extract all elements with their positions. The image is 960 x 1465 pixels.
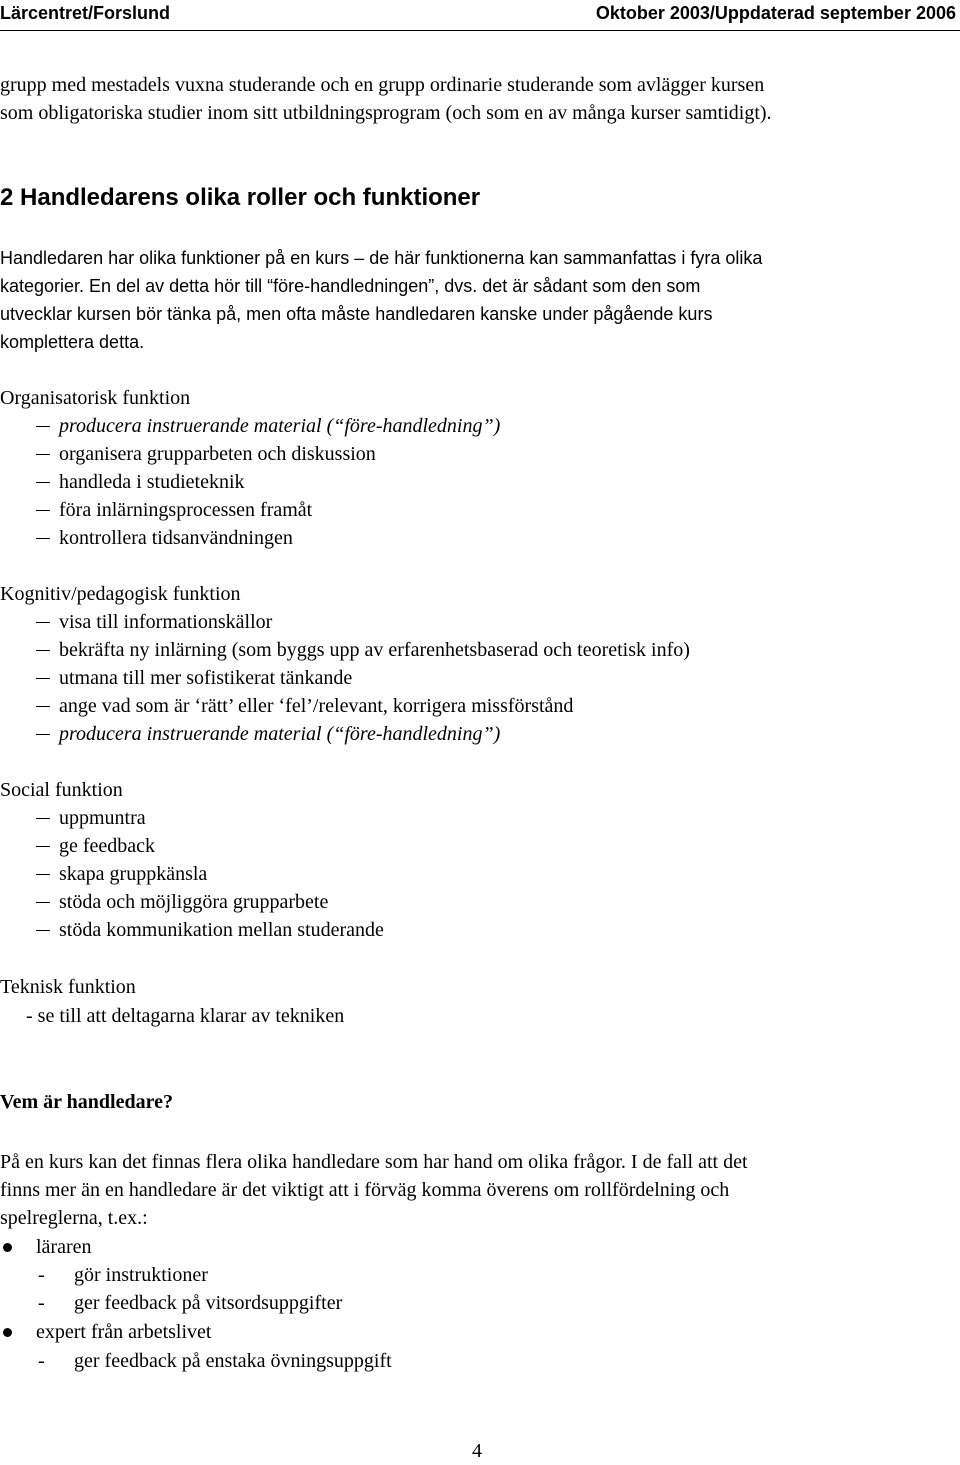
dash-marker <box>36 846 50 847</box>
dash-marker <box>36 930 50 931</box>
section-para-line-4: komplettera detta. <box>0 332 145 352</box>
list-item <box>0 412 700 440</box>
bullet-item-text: läraren <box>36 1236 92 1258</box>
list-item-text: producera instruerande material (“före-handledning”) <box>59 723 501 745</box>
header-right: Oktober 2003/Uppdaterad september 2006 <box>595 3 956 23</box>
list-item-text: skapa gruppkänsla <box>59 863 208 885</box>
list-item <box>0 860 600 888</box>
list-item <box>0 720 900 748</box>
sub-item <box>0 1289 600 1317</box>
header-left: Lärcentret/Forslund <box>0 3 171 23</box>
bullet-item <box>0 1233 600 1261</box>
dash-marker <box>36 818 50 819</box>
dash-marker <box>36 734 50 735</box>
list-item <box>0 440 700 468</box>
list-item-text: handleda i studieteknik <box>59 471 245 493</box>
vem-heading: Vem är handledare? <box>0 1091 173 1113</box>
dash-marker <box>36 426 50 427</box>
dash-marker <box>36 902 50 903</box>
sub-item <box>0 1261 600 1289</box>
teknisk-item: - se till att deltagarna klarar av tekniken <box>26 1005 345 1027</box>
dash-marker <box>36 622 50 623</box>
list-item <box>0 916 600 944</box>
dash-marker <box>36 706 50 707</box>
vem-para-line-1: På en kurs kan det finnas flera olika handledare som har hand om olika frågor. I de fall att det <box>0 1151 748 1173</box>
list-item <box>0 888 600 916</box>
social-title: Social funktion <box>0 779 123 801</box>
intro-line-2: som obligatoriska studier inom sitt utbildningsprogram (och som en av många kurser samtidigt). <box>0 102 772 124</box>
list-item <box>0 692 900 720</box>
bullet-marker <box>3 1243 12 1252</box>
bullet-item <box>0 1318 600 1346</box>
list-item-text: stöda och möjliggöra grupparbete <box>59 891 329 913</box>
list-item <box>0 524 700 552</box>
list-item-text: visa till informationskällor <box>59 611 273 633</box>
list-item <box>0 832 600 860</box>
kognitiv-title: Kognitiv/pedagogisk funktion <box>0 583 241 605</box>
list-item-text: utmana till mer sofistikerat tänkande <box>59 667 353 689</box>
list-item <box>0 664 900 692</box>
bullet-item-text: expert från arbetslivet <box>36 1321 212 1343</box>
dash-marker <box>36 678 50 679</box>
sub-item-text: ger feedback på enstaka övningsuppgift <box>74 1350 392 1372</box>
list-item <box>0 496 700 524</box>
dash-marker <box>36 482 50 483</box>
list-item <box>0 608 900 636</box>
vem-para-line-2: finns mer än en handledare är det viktigt att i förväg komma överens om rollfördelning och <box>0 1179 730 1201</box>
dash-marker <box>36 510 50 511</box>
list-item-text: bekräfta ny inlärning (som byggs upp av erfarenhetsbaserad och teoretisk info) <box>59 639 690 661</box>
list-item-text: ge feedback <box>59 835 156 857</box>
page-number: 4 <box>472 1440 482 1462</box>
bullet-marker <box>3 1328 12 1337</box>
dash-marker <box>36 538 50 539</box>
sub-item-text: ger feedback på vitsordsuppgifter <box>74 1292 343 1314</box>
list-item-text: uppmuntra <box>59 807 146 829</box>
header-rule <box>0 30 960 31</box>
list-item-text: ange vad som är ‘rätt’ eller ‘fel’/relevant, korrigera missförstånd <box>59 695 574 717</box>
dash-marker <box>36 454 50 455</box>
list-item-text: producera instruerande material (“före-handledning”) <box>59 415 501 437</box>
organisatorisk-title: Organisatorisk funktion <box>0 387 191 409</box>
teknisk-title: Teknisk funktion <box>0 976 136 998</box>
sub-item-marker: - <box>38 1350 45 1372</box>
section-para-line-2: kategorier. En del av detta hör till “före-handledningen”, dvs. det är sådant som den som <box>0 276 701 296</box>
list-item-text: föra inlärningsprocessen framåt <box>59 499 313 521</box>
sub-item <box>0 1347 600 1375</box>
vem-para-line-3: spelreglerna, t.ex.: <box>0 1207 148 1229</box>
list-item-text: kontrollera tidsanvändningen <box>59 527 293 549</box>
sub-item-marker: - <box>38 1292 45 1314</box>
intro-line-1: grupp med mestadels vuxna studerande och en grupp ordinarie studerande som avlägger kursen <box>0 74 765 96</box>
section-heading: 2 Handledarens olika roller och funktioner <box>0 184 481 211</box>
list-item <box>0 636 900 664</box>
list-item <box>0 804 600 832</box>
section-para-line-1: Handledaren har olika funktioner på en kurs – de här funktionerna kan sammanfattas i fyra olika <box>0 248 763 268</box>
section-para-line-3: utvecklar kursen bör tänka på, men ofta måste handledaren kanske under pågående kurs <box>0 304 713 324</box>
list-item-text: organisera grupparbeten och diskussion <box>59 443 376 465</box>
list-item <box>0 468 700 496</box>
list-item-text: stöda kommunikation mellan studerande <box>59 919 384 941</box>
dash-marker <box>36 650 50 651</box>
dash-marker <box>36 874 50 875</box>
sub-item-text: gör instruktioner <box>74 1264 208 1286</box>
sub-item-marker: - <box>38 1264 45 1286</box>
